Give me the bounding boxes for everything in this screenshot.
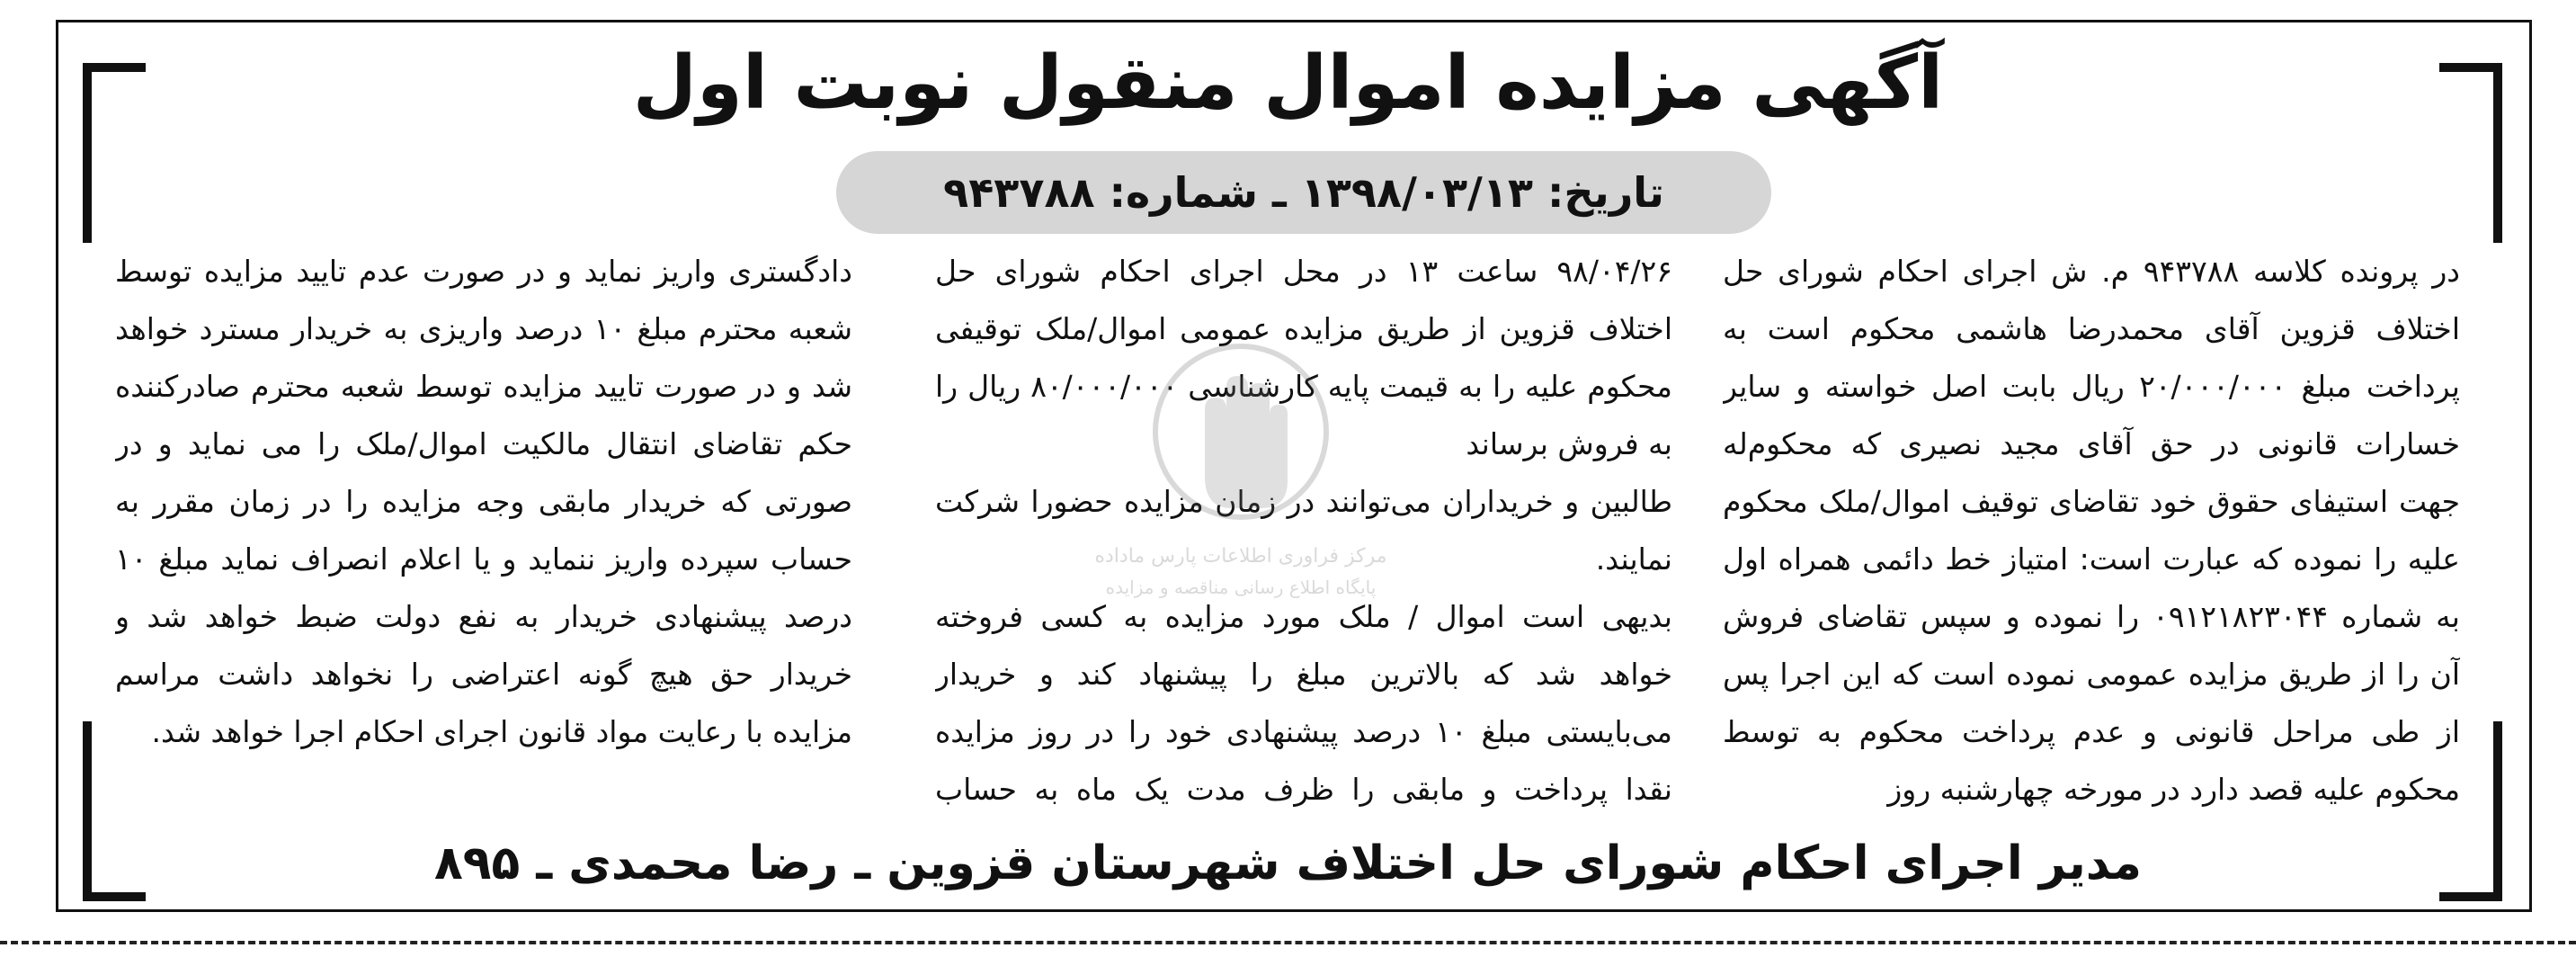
- cut-line-divider: [0, 941, 2576, 944]
- column-left: [115, 243, 852, 818]
- signature-footer: مدیر اجرای احکام شورای حل اختلاف شهرستان قزوین ـ رضا محمدی ـ ۸۹۵: [434, 836, 2142, 890]
- watermark-line-1: مرکز فراوری اطلاعات پارس ماداده: [1094, 545, 1387, 568]
- column-middle-paragraph-1: ۹۸/۰۴/۲۶ ساعت ۱۳ در محل اجرای احکام شورای حل اختلاف قزوین از طریق مزایده عمومی اموال/ملک توقیفی محکوم علیه را به قیمت پایه کارشناسی ۸۰/۰۰۰/۰۰۰ ریال را به فروش برساند: [935, 254, 1672, 461]
- column-middle-paragraph-2: طالبین و خریداران می‌توانند در زمان مزایده حضورا شرکت نمایند.: [935, 484, 1672, 577]
- date-number-line: تاریخ: ۱۳۹۸/۰۳/۱۳ ـ شماره: ۹۴۳۷۸۸: [836, 151, 1771, 234]
- column-right-paragraph: در پرونده کلاسه ۹۴۳۷۸۸ م. ش اجرای احکام شورای حل اختلاف قزوین آقای محمدرضا هاشمی محکوم است به پرداخت مبلغ ۲۰/۰۰۰/۰۰۰ ریال بابت اصل خواسته و سایر خسارات قانونی در حق آقای مجید نصیری که محکوم‌له جهت استیفای حقوق خود تقاضای توقیف اموال/ملک محکوم علیه را نموده که عبارت است: امتیاز خط دائمی همراه اول به شماره ۰۹۱۲۱۸۲۳۰۴۴ را نموده و سپس تقاضای فروش آن را از طریق مزایده عمومی نموده است که این اجرا پس از طی مراحل قانونی و عدم پرداخت محکوم به توسط محکوم علیه قصد دارد در مورخه چهارشنبه روز: [1723, 254, 2460, 807]
- watermark-line-2: پایگاه اطلاع رسانی مناقصه و مزایده: [1105, 577, 1377, 598]
- column-middle: [935, 243, 1672, 818]
- column-middle-paragraph-3: بدیهی است اموال / ملک مورد مزایده به کسی فروخته خواهد شد که بالاترین مبلغ را پیشنهاد کند و خریدار می‌بایستی مبلغ ۱۰ درصد پیشنهادی خود را در روز مزایده نقدا پرداخت و مابقی را ظرف مدت یک ماه به حساب: [935, 599, 1672, 807]
- column-right: [1723, 243, 2460, 818]
- column-left-paragraph: دادگستری واریز نماید و در صورت عدم تایید مزایده توسط شعبه محترم مبلغ ۱۰ درصد واریزی به خریدار مسترد خواهد شد و در صورت تایید مزایده توسط شعبه محترم صادرکننده حکم تقاضای انتقال مالکیت اموال/ملک را می نماید و در صورتی که خریدار مابقی وجه مزایده را در زمان مقرر به حساب سپرده واریز ننماید و یا اعلام انصراف نماید مبلغ ۱۰ درصد پیشنهادی خریدار به نفع دولت ضبط خواهد شد و خریدار حق هیچ گونه اعتراضی را نخواهد داشت مراسم مزایده با رعایت مواد قانون اجرای احکام اجرا خواهد شد.: [115, 254, 852, 749]
- notice-title: آگهی مزایده اموال منقول نوبت اول: [632, 40, 1944, 126]
